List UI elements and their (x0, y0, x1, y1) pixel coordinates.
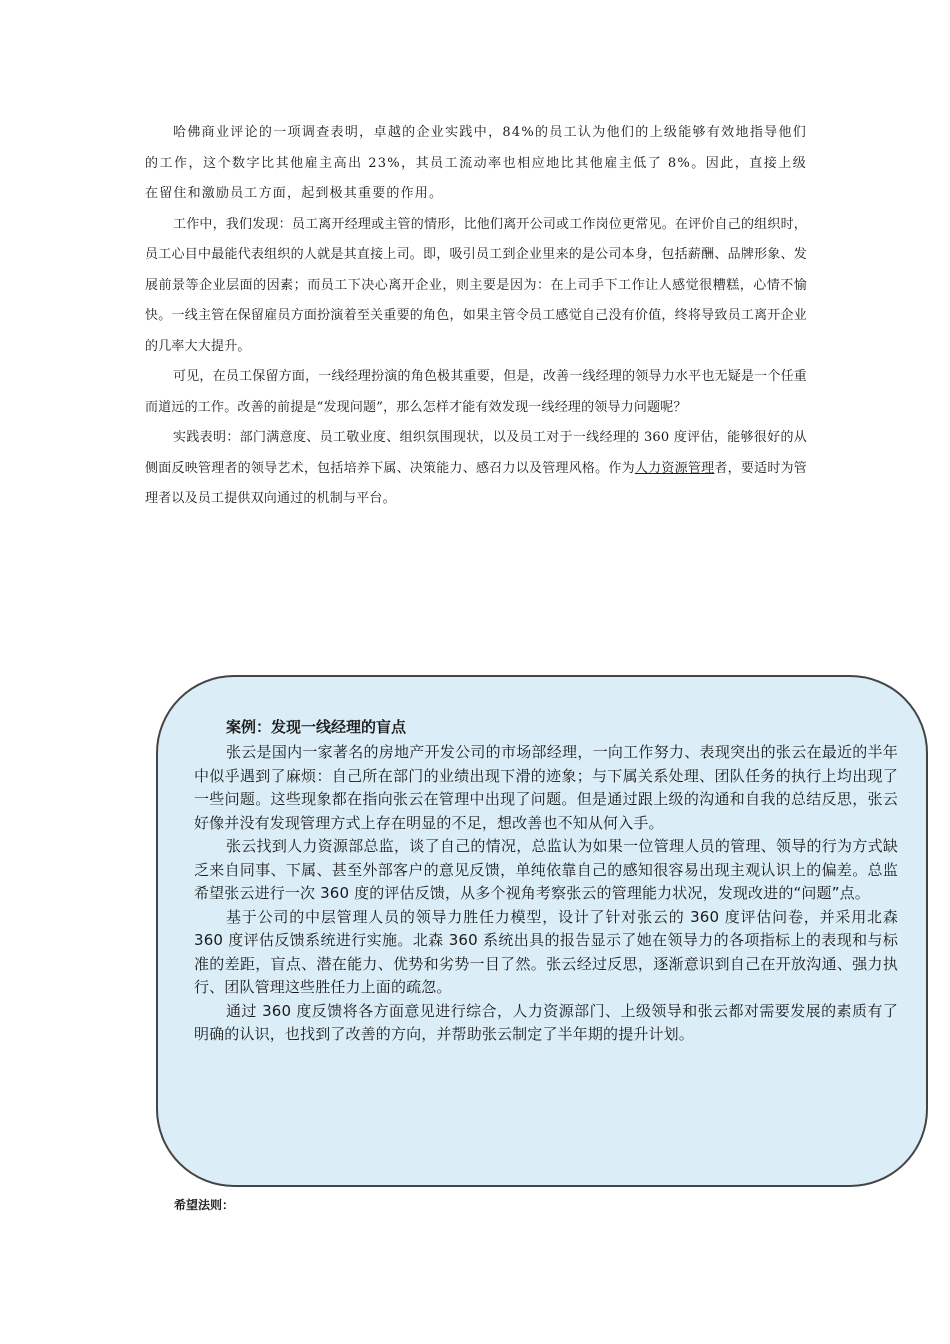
section-heading-hope-rule: 希望法则： (174, 1198, 235, 1212)
article-paragraph-1: 哈佛商业评论的一项调查表明，卓越的企业实践中，84%的员工认为他们的上级能够有效地指导他们的工作，这个数字比其他雇主高出 23%，其员工流动率也相应地比其他雇主低了 8%。因此，直接上级在留住和激励员工方面，起到极其重要的作用。 (145, 125, 807, 201)
article-paragraph-4 (145, 423, 807, 515)
case-paragraph-2: 张云找到人力资源部总监，谈了自己的情况，总监认为如果一位管理人员的管理、领导的行为方式缺乏来自同事、下属、甚至外部客户的意见反馈，单纯依靠自己的感知很容易出现主观认识上的偏差。总监希望张云进行一次 360 度的评估反馈，从多个视角考察张云的管理能力状况，发现改进的“问题”点。 (194, 837, 898, 902)
article-paragraph-2: 工作中，我们发现：员工离开经理或主管的情形，比他们离开公司或工作岗位更常见。在评价自己的组织时，员工心目中最能代表组织的人就是其直接上司。即，吸引员工到企业里来的是公司本身，包括薪酬、品牌形象、发展前景等企业层面的因素；而员工下决心离开企业，则主要是因为：在上司手下工作让人感觉很糟糕，心情不愉快。一线主管在保留雇员方面扮演着至关重要的角色，如果主管令员工感觉自己没有价值，终将导致员工离开企业的几率大大提升。 (145, 216, 807, 354)
article-paragraph-3: 可见，在员工保留方面，一线经理扮演的角色极其重要，但是，改善一线经理的领导力水平也无疑是一个任重而道远的工作。改善的前提是“发现问题”，那么怎样才能有效发现一线经理的领导力问题呢？ (145, 369, 807, 415)
article-paragraph-4-text-b: 者，要适时为管理者以及员工提供双向通过的机制与平台。 (145, 460, 808, 506)
case-paragraph-4: 通过 360 度反馈将各方面意见进行综合，人力资源部门、上级领导和张云都对需要发展的素质有了明确的认识，也找到了改善的方向，并帮助张云制定了半年期的提升计划。 (194, 1001, 898, 1043)
article-body (145, 118, 807, 515)
case-study-box (156, 675, 928, 1187)
hr-management-link[interactable]: 人力资源管理 (634, 460, 715, 476)
case-paragraph-3: 基于公司的中层管理人员的领导力胜任力模型，设计了针对张云的 360 度评估问卷，并采用北森 360 度评估反馈系统进行实施。北森 360 系统出具的报告显示了她在领导力的各项指标上的表现和与标准的差距，盲点、潜在能力、优势和劣势一目了然。张云经过反思，逐渐意识到自己在开放沟通、强力执行、团队管理这些胜任力上面的疏忽。 (194, 907, 898, 996)
case-study-title: 案例：发现一线经理的盲点 (226, 718, 407, 736)
article-paragraph-4-text-a: 实践表明：部门满意度、员工敬业度、组织氛围现状，以及员工对于一线经理的 360 度评估，能够很好的从侧面反映管理者的领导艺术，包括培养下属、决策能力、感召力以及管理风格。作为 (145, 430, 807, 476)
case-study-content (194, 713, 898, 1047)
case-paragraph-1: 张云是国内一家著名的房地产开发公司的市场部经理，一向工作努力、表现突出的张云在最近的半年中似乎遇到了麻烦：自己所在部门的业绩出现下滑的迹象；与下属关系处理、团队任务的执行上均出现了一些问题。这些现象都在指向张云在管理中出现了问题。但是通过跟上级的沟通和自我的总结反思，张云好像并没有发现管理方式上存在明显的不足，想改善也不知从何入手。 (194, 743, 898, 832)
